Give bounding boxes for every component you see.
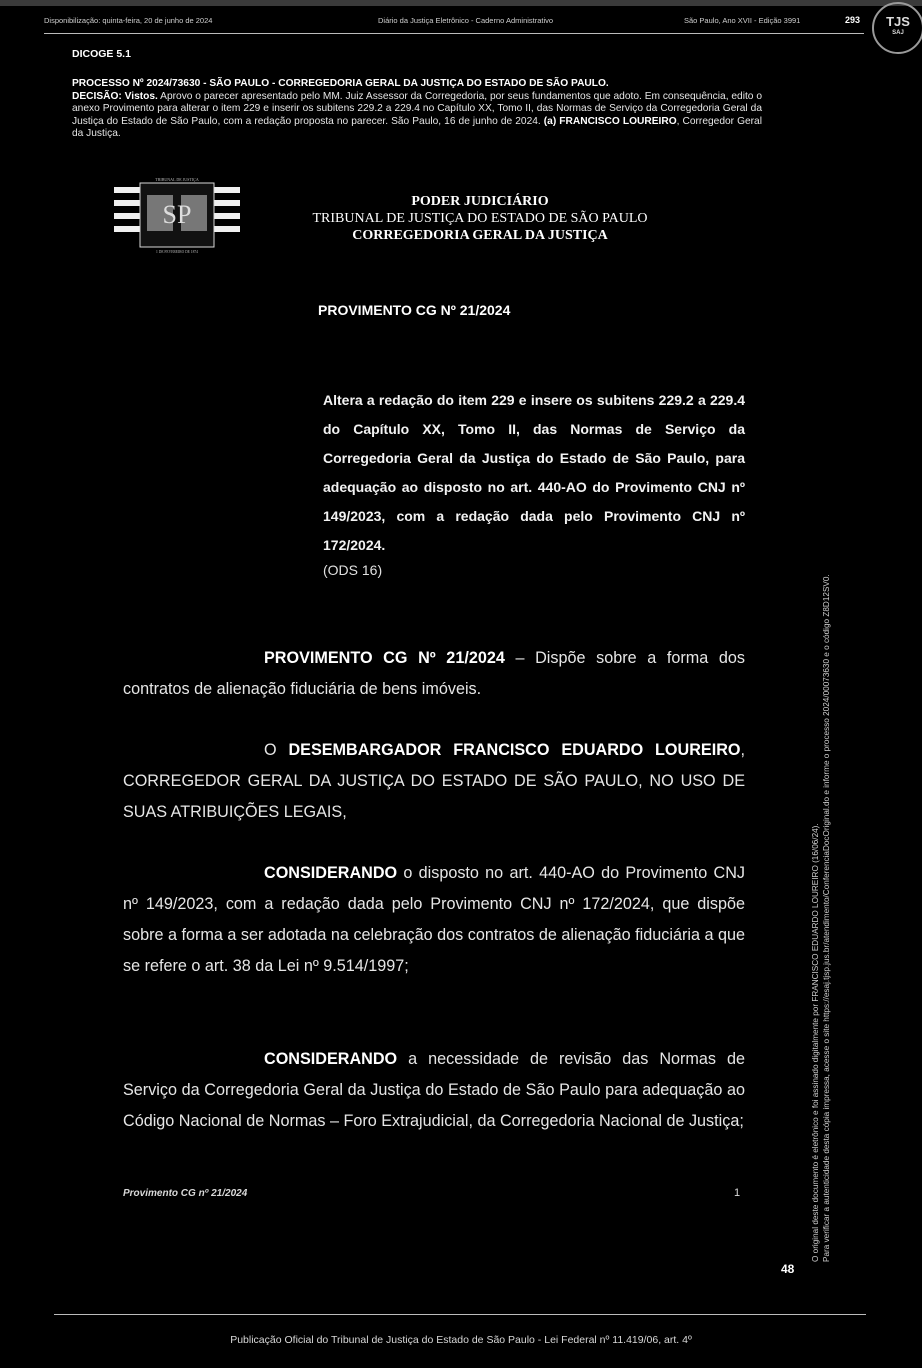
authenticity-line-2: Para verificar a autenticidade desta cópia impressa, acesse o site https://esaj.tjsp.jus.br/atendimento/ConferenciaDocOriginal.do e informe o processo 2024/00073630 e o código Z8D12SV0. [822, 574, 831, 1262]
letterhead [290, 193, 670, 244]
tjs-digital-seal-icon: TJS SAJ [872, 2, 922, 54]
emblem-bottom-text: 1 DE FEVEREIRO DE 1874 [156, 250, 198, 254]
ods-tag: (ODS 16) [323, 562, 383, 578]
decisao-label: DECISÃO: [72, 90, 122, 102]
header-divider [44, 33, 864, 34]
header-page-number: 293 [845, 15, 861, 25]
publication-footer: Publicação Oficial do Tribunal de Justiça do Estado de São Paulo - Lei Federal nº 11.419/06, art. 4º [230, 1334, 692, 1346]
paragraph-desembargador: O DESEMBARGADOR FRANCISCO EDUARDO LOUREIRO, CORREGEDOR GERAL DA JUSTIÇA DO ESTADO DE SÃO PAULO, NO USO DE SUAS ATRIBUIÇÕES LEGAIS, [123, 741, 745, 821]
header-title: Diário da Justiça Eletrônico - Caderno Administrativo [378, 16, 554, 25]
paragraph-considerando-1: CONSIDERANDO o disposto no art. 440-AO do Provimento CNJ nº 149/2023, com a redação dada pelo Provimento CNJ nº 172/2024, que dispõe sobre a forma a ser adotada na celebração dos contratos de alienação fiduciária a que se refere o art. 38 da Lei nº 9.514/1997; [123, 864, 745, 975]
footer-reference: Provimento CG nº 21/2024 [123, 1188, 248, 1199]
header-edition: São Paulo, Ano XVII - Edição 3991 [684, 16, 801, 25]
section-label: DICOGE 5.1 [72, 48, 131, 60]
provimento-title: PROVIMENTO CG Nº 21/2024 [318, 302, 511, 318]
authenticity-line-1: O original deste documento é eletrônico e foi assinado digitalmente por FRANCISCO EDUARDO LOUREIRO (16/06/24). [811, 823, 820, 1262]
paragraph-considerando-2: CONSIDERANDO a necessidade de revisão das Normas de Serviço da Corregedoria Geral da Justiça do Estado de São Paulo para adequação ao Código Nacional de Normas – Foro Extrajudicial, da Corregedoria Nacional de Justiça; [123, 1050, 745, 1130]
letterhead-line-3: CORREGEDORIA GERAL DA JUSTIÇA [352, 228, 608, 243]
processo-title: PROCESSO Nº 2024/73630 - SÃO PAULO - CORREGEDORIA GERAL DA JUSTIÇA DO ESTADO DE SÃO PAULO. [72, 78, 609, 89]
vistos-label: Vistos. [124, 90, 158, 102]
letterhead-line-1: PODER JUDICIÁRIO [411, 194, 549, 209]
footer-page-number: 1 [734, 1187, 741, 1199]
page-number: 48 [781, 1262, 795, 1276]
signer-name: (a) FRANCISCO LOUREIRO [543, 115, 677, 127]
top-strip [0, 0, 922, 6]
letterhead-line-2: TRIBUNAL DE JUSTIÇA DO ESTADO DE SÃO PAULO [312, 211, 648, 226]
authenticity-note [810, 574, 832, 1262]
journal-header [44, 14, 864, 32]
decision-text: Aprovo o parecer apresentado pelo MM. Juiz Assessor da Corregedoria, por seus fundamentos que adoto. Em consequência, edito o anexo Provimento para alterar o item 229 e inserir os subitens 229.2 a 229.4 no Capítulo XX, Tomo II, das Normas de Serviço da Corregedoria Geral da Justiça do Estado de São Paulo, com a redação proposta no parecer. São Paulo, 16 de junho de 2024. [72, 90, 762, 127]
emblem-top-text: TRIBUNAL DE JUSTIÇA [155, 177, 199, 182]
tjsp-emblem-icon [114, 175, 240, 255]
paragraph-provimento: PROVIMENTO CG Nº 21/2024 – Dispõe sobre a forma dos contratos de alienação fiduciária de bens imóveis. [123, 649, 745, 698]
processo-decision [72, 78, 762, 141]
bottom-divider [54, 1314, 866, 1315]
ementa: Altera a redação do item 229 e insere os subitens 229.2 a 229.4 do Capítulo XX, Tomo II, das Normas de Serviço da Corregedoria Geral da Justiça do Estado de São Paulo, para adequação ao disposto no art. 440-AO do Provimento CNJ nº 149/2023, com a redação dada pelo Provimento CNJ nº 172/2024. [323, 392, 745, 553]
signer-role: , Corregedor Geral da Justiça. [72, 115, 762, 139]
header-date: Disponibilização: quinta-feira, 20 de junho de 2024 [44, 16, 213, 25]
emblem-letters: SP [162, 200, 192, 229]
